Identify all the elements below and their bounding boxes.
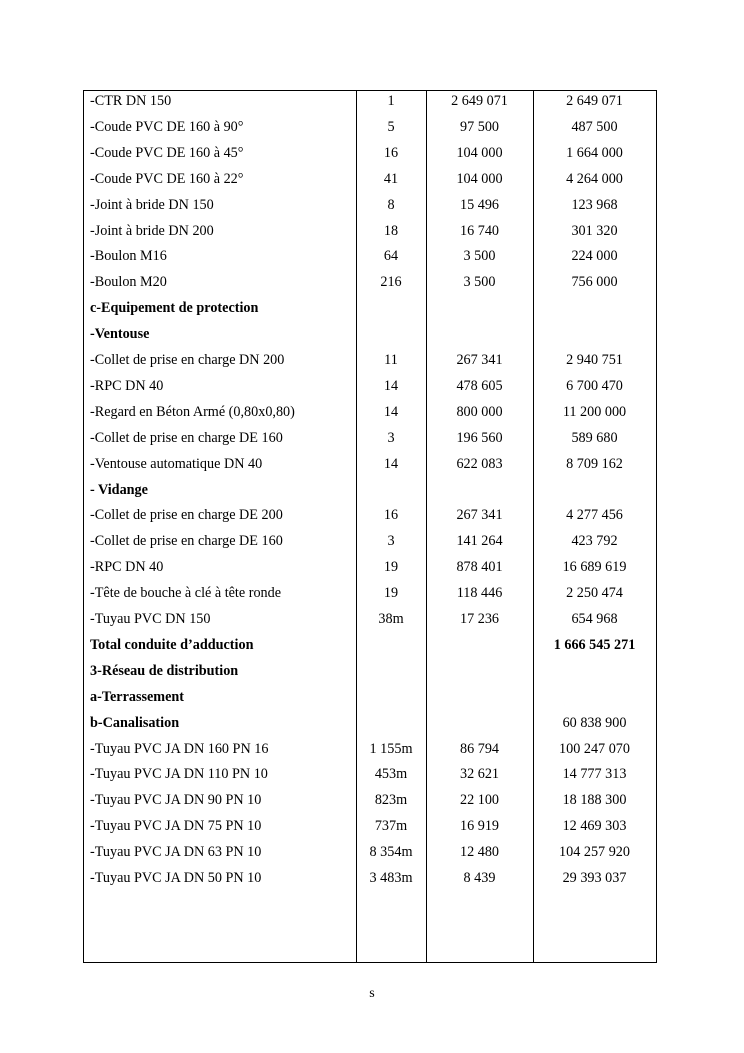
row-description: -Collet de prise en charge DE 200 [90, 507, 283, 524]
table-row [84, 740, 656, 766]
table-row [84, 584, 656, 610]
table-row [84, 170, 656, 196]
row-description: -Coude PVC DE 160 à 22° [90, 170, 244, 187]
row-quantity: 3 483m [369, 870, 413, 886]
row-total: 14 777 313 [562, 766, 627, 783]
row-description: -Tuyau PVC JA DN 50 PN 10 [90, 870, 262, 886]
row-unit-price: 16 919 [459, 818, 499, 835]
row-total: 4 277 456 [566, 507, 623, 524]
row-unit-price: 8 439 [463, 870, 496, 886]
table-row [84, 325, 656, 351]
row-unit-price: 878 401 [456, 559, 503, 576]
row-unit-price: 3 500 [463, 274, 496, 291]
row-description: -Joint à bride DN 200 [90, 222, 214, 239]
row-description: -Regard en Béton Armé (0,80x0,80) [90, 403, 295, 420]
row-description: -Coude PVC DE 160 à 45° [90, 144, 244, 161]
row-description: -Tête de bouche à clé à tête ronde [90, 585, 282, 602]
table-row [84, 273, 656, 299]
row-quantity: 5 [387, 118, 395, 135]
row-quantity: 41 [383, 170, 399, 187]
row-quantity: 16 [383, 507, 399, 524]
row-unit-price: 267 341 [456, 507, 503, 524]
row-total: 224 000 [571, 248, 618, 265]
row-unit-price: 15 496 [459, 196, 499, 213]
row-total: 8 709 162 [566, 455, 623, 472]
row-quantity: 1 [387, 93, 395, 109]
row-total: 60 838 900 [562, 714, 627, 731]
row-description: a-Terrassement [90, 688, 185, 705]
table-row [84, 688, 656, 714]
row-total: 487 500 [571, 118, 618, 135]
row-unit-price: 17 236 [459, 611, 499, 627]
table-row [84, 714, 656, 740]
row-total: 4 264 000 [566, 170, 623, 187]
table-row [84, 377, 656, 403]
table-row [84, 558, 656, 584]
row-description: -Tuyau PVC JA DN 75 PN 10 [90, 818, 262, 835]
row-total: 756 000 [571, 274, 618, 291]
row-total: 2 649 071 [566, 93, 623, 109]
row-total: 2 250 474 [566, 585, 623, 602]
row-description: -Tuyau PVC JA DN 110 PN 10 [90, 766, 268, 783]
row-description: -Tuyau PVC JA DN 90 PN 10 [90, 792, 262, 809]
table-row [84, 817, 656, 843]
row-description: - Vidange [90, 481, 148, 498]
table-row [84, 403, 656, 429]
row-total: 29 393 037 [562, 870, 627, 886]
row-unit-price: 86 794 [459, 740, 499, 757]
table-row [84, 196, 656, 222]
row-unit-price: 800 000 [456, 403, 503, 420]
row-description: -Tuyau PVC JA DN 160 PN 16 [90, 740, 269, 757]
table-row [84, 791, 656, 817]
row-description: -Boulon M20 [90, 274, 167, 291]
row-description: -Boulon M16 [90, 248, 167, 265]
row-quantity: 823m [374, 792, 408, 809]
row-description: -CTR DN 150 [90, 93, 172, 109]
table-row [84, 247, 656, 273]
row-unit-price: 12 480 [459, 844, 499, 861]
row-description: -Ventouse automatique DN 40 [90, 455, 263, 472]
row-quantity: 453m [374, 766, 408, 783]
row-unit-price: 141 264 [456, 533, 503, 550]
row-description: -Coude PVC DE 160 à 90° [90, 118, 244, 135]
row-unit-price: 104 000 [456, 144, 503, 161]
row-quantity: 14 [383, 455, 399, 472]
row-quantity: 1 155m [369, 740, 413, 757]
table-row [84, 455, 656, 481]
table-row [84, 532, 656, 558]
table-row [84, 765, 656, 791]
row-total: 11 200 000 [562, 403, 627, 420]
row-unit-price: 118 446 [456, 585, 503, 602]
row-total: 123 968 [571, 196, 618, 213]
row-unit-price: 622 083 [456, 455, 503, 472]
row-total: 16 689 619 [562, 559, 627, 576]
row-quantity: 737m [374, 818, 408, 835]
row-description: -Tuyau PVC DN 150 [90, 611, 211, 627]
row-unit-price: 16 740 [459, 222, 499, 239]
row-total: 423 792 [571, 533, 618, 550]
row-description: b-Canalisation [90, 714, 180, 731]
page-number: s [369, 986, 375, 1001]
cost-table [83, 90, 657, 963]
row-quantity: 18 [383, 222, 399, 239]
row-description: -Collet de prise en charge DN 200 [90, 352, 285, 368]
row-description: -Ventouse [90, 326, 150, 343]
row-total: 104 257 920 [559, 844, 630, 861]
row-total: 18 188 300 [562, 792, 627, 809]
table-row [84, 843, 656, 869]
row-total: 12 469 303 [562, 818, 627, 835]
row-unit-price: 104 000 [456, 170, 503, 187]
row-quantity: 11 [384, 352, 398, 368]
row-description: -Collet de prise en charge DE 160 [90, 429, 283, 446]
row-total: 301 320 [571, 222, 618, 239]
row-total: 1 666 545 271 [553, 636, 636, 653]
table-row [84, 429, 656, 455]
row-quantity: 14 [383, 403, 399, 420]
row-unit-price: 2 649 071 [451, 93, 508, 109]
row-description: -RPC DN 40 [90, 559, 164, 576]
table-row [84, 144, 656, 170]
row-quantity: 19 [383, 585, 399, 602]
row-quantity: 14 [383, 377, 399, 394]
table-row [84, 118, 656, 144]
row-unit-price: 196 560 [456, 429, 503, 446]
table-row [84, 222, 656, 248]
row-unit-price: 478 605 [456, 377, 503, 394]
row-unit-price: 22 100 [459, 792, 499, 809]
row-quantity: 216 [380, 274, 402, 291]
row-unit-price: 267 341 [456, 352, 503, 368]
row-quantity: 8 354m [369, 844, 413, 861]
row-quantity: 3 [387, 533, 395, 550]
table-row [84, 506, 656, 532]
row-quantity: 19 [383, 559, 399, 576]
table-row [84, 610, 656, 636]
table-row [84, 92, 656, 118]
row-quantity: 8 [387, 196, 395, 213]
row-total: 2 940 751 [566, 352, 623, 368]
row-quantity: 16 [383, 144, 399, 161]
table-row [84, 662, 656, 688]
table-row [84, 869, 656, 895]
row-description: 3-Réseau de distribution [90, 662, 239, 679]
row-unit-price: 97 500 [459, 118, 499, 135]
row-total: 654 968 [571, 611, 618, 627]
row-description: -Joint à bride DN 150 [90, 196, 214, 213]
row-total: 1 664 000 [566, 144, 623, 161]
table-row [84, 481, 656, 507]
row-description: -RPC DN 40 [90, 377, 164, 394]
table-row [84, 636, 656, 662]
row-total: 6 700 470 [566, 377, 623, 394]
row-quantity: 3 [387, 429, 395, 446]
row-total: 100 247 070 [559, 740, 630, 757]
row-description: -Collet de prise en charge DE 160 [90, 533, 283, 550]
row-total: 589 680 [571, 429, 618, 446]
row-unit-price: 32 621 [459, 766, 499, 783]
table-row [84, 299, 656, 325]
row-description: -Tuyau PVC JA DN 63 PN 10 [90, 844, 262, 861]
row-quantity: 38m [378, 611, 404, 627]
table-row [84, 351, 656, 377]
row-unit-price: 3 500 [463, 248, 496, 265]
row-description: c-Equipement de protection [90, 300, 259, 317]
row-description: Total conduite d’adduction [90, 636, 254, 653]
row-quantity: 64 [383, 248, 399, 265]
